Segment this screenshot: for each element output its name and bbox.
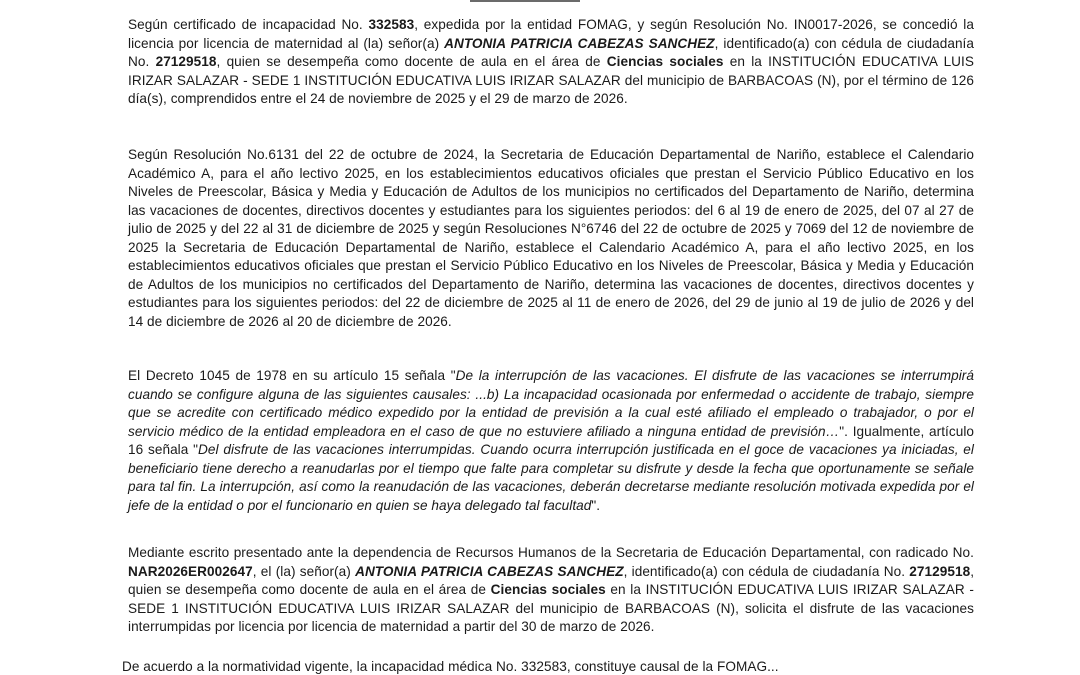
p1-text-5: en la INSTITUCIÓN EDUCATIVA LUIS IRIZAR SALAZAR - SEDE 1 INSTITUCIÓN EDUCATIVA LUIS IRIZAR SALAZAR del municipio de BARBACOAS (N), por el término de 126 día(s), comprendidos entre el 24 de noviembre de 2025 y el 29 de marzo de 2026. bbox=[128, 54, 974, 106]
p1-text-1: Según certificado de incapacidad No. bbox=[128, 17, 369, 32]
quote-article-16: Del disfrute de las vacaciones interrumpidas. Cuando ocurra interrupción justificada en el goce de vacaciones ya iniciadas, el beneficiario tiene derecho a reanudarlas por el tiempo que falte para completar su disfrute y desde la fecha que oportunamente se señale para tal fin. La interrupción, así como la reanudación de las vacaciones, deberán decretarse mediante resolución motivada expedida por el jefe de la entidad o por el funcionario en quien se haya delegado tal facultad bbox=[128, 442, 974, 513]
p4-text-2: , el (la) señor(a) bbox=[252, 563, 356, 579]
paragraph-academic-calendar: Según Resolución No.6131 del 22 de octubre de 2024, la Secretaria de Educación Departamental de Nariño, establece el Calendario Académico A, para el año lectivo 2025, en los establecimientos educativos oficiales que prestan el Servicio Público Educativo en los Niveles de Preescolar, Básica y Media y Educación de Adultos de los municipios no certificados del Departamento de Nariño, determina las vacaciones de docentes, directivos docentes y estudiantes para los siguientes periodos: del 6 al 19 de enero de 2025, del 07 al 27 de julio de 2025 y del 22 al 31 de diciembre de 2025 y según Resoluciones N°6746 del 22 de octubre de 2025 y 7069 del 12 de noviembre de 2025 la Secretaria de Educación Departamental de Nariño, establece el Calendario Académico A, para el año lectivo 2025, en los establecimientos educativos oficiales que prestan el Servicio Público Educativo en los Niveles de Preescolar, Básica y Media y Educación de Adultos de los municipios no certificados del Departamento de Nariño, determina las vacaciones de docentes, directivos docentes y estudiantes para los siguientes periodos: del 22 de diciembre de 2025 al 11 de enero de 2026, del 29 de junio al 19 de julio de 2026 y del 14 de diciembre de 2026 al 20 de diciembre de 2026. bbox=[128, 147, 974, 329]
p4-text-5: en la INSTITUCIÓN EDUCATIVA LUIS IRIZAR SALAZAR - SEDE 1 INSTITUCIÓN EDUCATIVA LUIS IRIZAR SALAZAR del municipio de BARBACOAS (N), solicita el disfrute de las vacaciones interrumpidas por licencia por licencia de maternidad a partir del 30 de marzo de 2026. bbox=[128, 582, 974, 634]
p1-text-2: , expedida por la entidad FOMAG, y según Resolución No. IN0017-2026, se concedió la licencia por licencia de maternidad al (la) señor(a) bbox=[128, 17, 974, 51]
quote-article-15: De la interrupción de las vacaciones. El disfrute de las vacaciones se interrumpirá cuando se configure alguna de las siguientes causales: ...b) La incapacidad ocasionada por enfermedad o accidente de trabajo, siempre que se acredite con certificado médico expedido por la entidad de previsión a la cual esté afiliado el empleado o trabajador, o por el servicio médico de la entidad empleadora en el caso de que no estuviere afiliado a ninguna entidad de previsión… bbox=[128, 368, 974, 439]
subject-area: Ciencias sociales bbox=[606, 54, 724, 69]
p3-text-3: ". bbox=[591, 497, 601, 513]
p4-text-1: Mediante escrito presentado ante la dependencia de Recursos Humanos de la Secretaria de Educación Departamental, con radicado No. bbox=[128, 545, 974, 560]
paragraph-decree-1045 bbox=[128, 367, 974, 515]
employee-name: ANTONIA PATRICIA CABEZAS SANCHEZ bbox=[355, 563, 624, 579]
certificate-number: 332583 bbox=[368, 17, 415, 32]
radicado-number: NAR2026ER002647 bbox=[128, 563, 253, 579]
p3-text-2: ". Igualmente, artículo 16 señala " bbox=[128, 423, 974, 457]
cedula-number: 27129518 bbox=[909, 563, 971, 579]
cedula-number: 27129518 bbox=[155, 54, 217, 69]
paragraph-cutoff: De acuerdo a la normatividad vigente, la incapacidad médica No. 332583, constituye causal de la FOMAG... bbox=[122, 659, 779, 674]
paragraph-request bbox=[128, 544, 974, 637]
p4-text-3: , identificado(a) con cédula de ciudadanía No. bbox=[623, 563, 910, 579]
employee-name: ANTONIA PATRICIA CABEZAS SANCHEZ bbox=[444, 35, 715, 51]
p4-text-4: , quien se desempeña como docente de aula en el área de bbox=[128, 563, 975, 597]
p1-text-3: , identificado(a) con cédula de ciudadanía No. bbox=[128, 35, 974, 69]
p1-text-4: , quien se desempeña como docente de aula en el área de bbox=[216, 54, 607, 69]
header-rule bbox=[470, 0, 580, 2]
paragraph-incapacity-certificate bbox=[128, 16, 974, 109]
subject-area: Ciencias sociales bbox=[490, 582, 606, 597]
p3-text-1: El Decreto 1045 de 1978 en su artículo 15 señala " bbox=[128, 368, 456, 383]
